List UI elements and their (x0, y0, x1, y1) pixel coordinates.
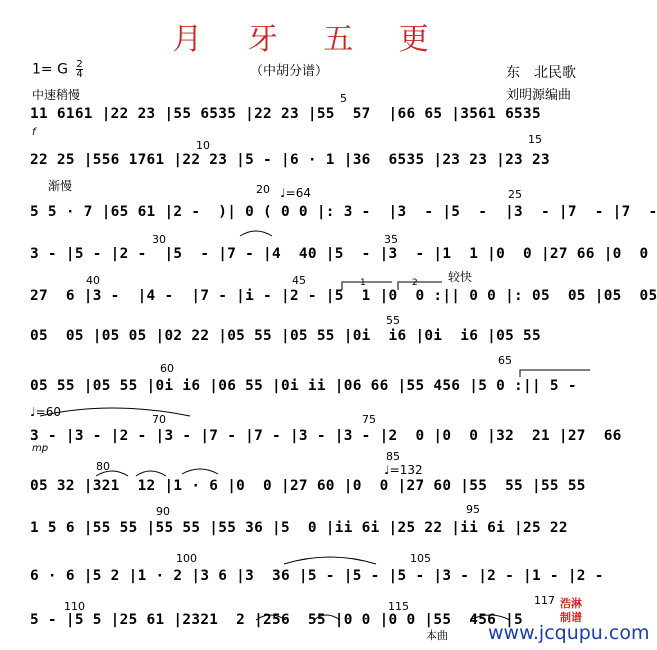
measure-number: 15 (528, 133, 542, 146)
notation-line: 5 5 · 7 |65 61 |2 - )| 0 ( 0 0 |: 3 - |3 - |5 - |3 - |7 - |7 - (30, 204, 657, 220)
annotation-jiaokuai: 较快 (448, 270, 473, 284)
logo-line-2: 制谱 (560, 611, 582, 624)
time-numerator: 2 (76, 59, 83, 70)
time-denominator: 4 (76, 69, 83, 80)
volta-bracket-1 (342, 282, 392, 290)
slur (284, 557, 376, 564)
slur (96, 471, 128, 476)
notation-line: 11 6161 |22 23 |55 6535 |22 23 |55 57 |66 65 |3561 6535 (30, 106, 541, 122)
slur (40, 408, 190, 416)
measure-number: 30 (152, 233, 166, 246)
footer-text: 本曲 (426, 629, 448, 642)
measure-number: 45 (292, 274, 306, 287)
notation-line: 3 - |3 - |2 - |3 - |7 - |7 - |3 - |3 - |2 0 |0 0 |32 21 |27 66 (30, 428, 622, 444)
measure-number: 70 (152, 413, 166, 426)
arranger: 刘明源编曲 (506, 88, 572, 103)
notation-line: 05 32 |321 12 |1 · 6 |0 0 |27 60 |0 0 |27 60 |55 55 |55 55 (30, 478, 586, 494)
measure-number: 20 (256, 183, 270, 196)
notation-line: 05 05 |05 05 |02 22 |05 55 |05 55 |0i i6 |0i i6 |05 55 (30, 328, 541, 344)
measure-number: 110 (64, 600, 85, 613)
slur (470, 615, 510, 620)
measure-number: 85 (386, 450, 400, 463)
tempo60-value: =60 (35, 405, 61, 419)
measure-number: 65 (498, 354, 512, 367)
measure-number: 25 (508, 188, 522, 201)
score-title: 月 牙 五 更 (172, 22, 447, 57)
measure-number: 40 (86, 274, 100, 287)
notation-line: 6 · 6 |5 2 |1 · 2 |3 6 |3 36 |5 - |5 - |5 - |3 - |2 - |1 - |2 - (30, 568, 604, 584)
score-subtitle: （中胡分谱） (250, 64, 329, 79)
tempo132-value: =132 (389, 463, 423, 477)
watermark-url[interactable]: www.jcqupu.com (488, 622, 650, 644)
logo-line-1: 浩淋 (560, 597, 582, 610)
slur (136, 471, 166, 476)
measure-number: 105 (410, 552, 431, 565)
annotation-tempo132: ♩=132 (384, 463, 423, 477)
notation-line: 05 55 |05 55 |0i i6 |06 55 |0i ii |06 66 |55 456 |5 0 :|| 5 - (30, 378, 577, 394)
logo (560, 597, 582, 625)
dynamic-f: f (32, 127, 36, 138)
annotation-tempo64: ♩=64 (280, 186, 311, 200)
measure-number: 80 (96, 460, 110, 473)
key-label: 1= G (32, 61, 68, 78)
measure-number: 115 (388, 600, 409, 613)
measure-number: 10 (196, 139, 210, 152)
notation-line: 5 - |5 5 |25 61 |2321 2 |256 55 |0 0 |0 0 |55 456 |5 (30, 612, 524, 628)
tempo-marking: 中速稍慢 (32, 88, 81, 102)
measure-number: 95 (466, 503, 480, 516)
volta-bracket-2 (398, 282, 442, 290)
notation-line: 3 - |5 - |2 - |5 - |7 - |4 40 |5 - |3 - |1 1 |0 0 |27 66 |0 0 (30, 246, 649, 262)
measure-number: 55 (386, 314, 400, 327)
slur (240, 231, 272, 236)
volta-bracket-3 (520, 370, 590, 377)
notation-line: 22 25 |556 1761 |22 23 |5 - |6 · 1 |36 6535 |23 23 |23 23 (30, 152, 550, 168)
slur (182, 469, 218, 474)
notation-line: 1 5 6 |55 55 |55 55 |55 36 |5 0 |ii 6i |25 22 |ii 6i |25 22 (30, 520, 568, 536)
slur (314, 615, 340, 620)
tempo64-value: =64 (285, 186, 311, 200)
composer: 东 北民歌 (506, 65, 576, 81)
measure-number: 100 (176, 552, 197, 565)
measure-number: 5 (340, 92, 347, 105)
dynamic-mp: mp (32, 443, 49, 454)
annotation-tempo60: ♩=60 (30, 405, 61, 419)
notation-line: 27 6 |3 - |4 - |7 - |i - |2 - |5 1 |0 0 :|| 0 0 |: 05 05 |05 05 (30, 288, 657, 304)
slur (256, 615, 286, 620)
measure-number: 75 (362, 413, 376, 426)
measure-number: 60 (160, 362, 174, 375)
measure-number: 117 (534, 594, 555, 607)
measure-number: 35 (384, 233, 398, 246)
volta-1-label: 1 (360, 278, 366, 288)
measure-number: 90 (156, 505, 170, 518)
annotation-jianman: 渐慢 (48, 179, 73, 193)
volta-2-label: 2 (412, 278, 418, 288)
